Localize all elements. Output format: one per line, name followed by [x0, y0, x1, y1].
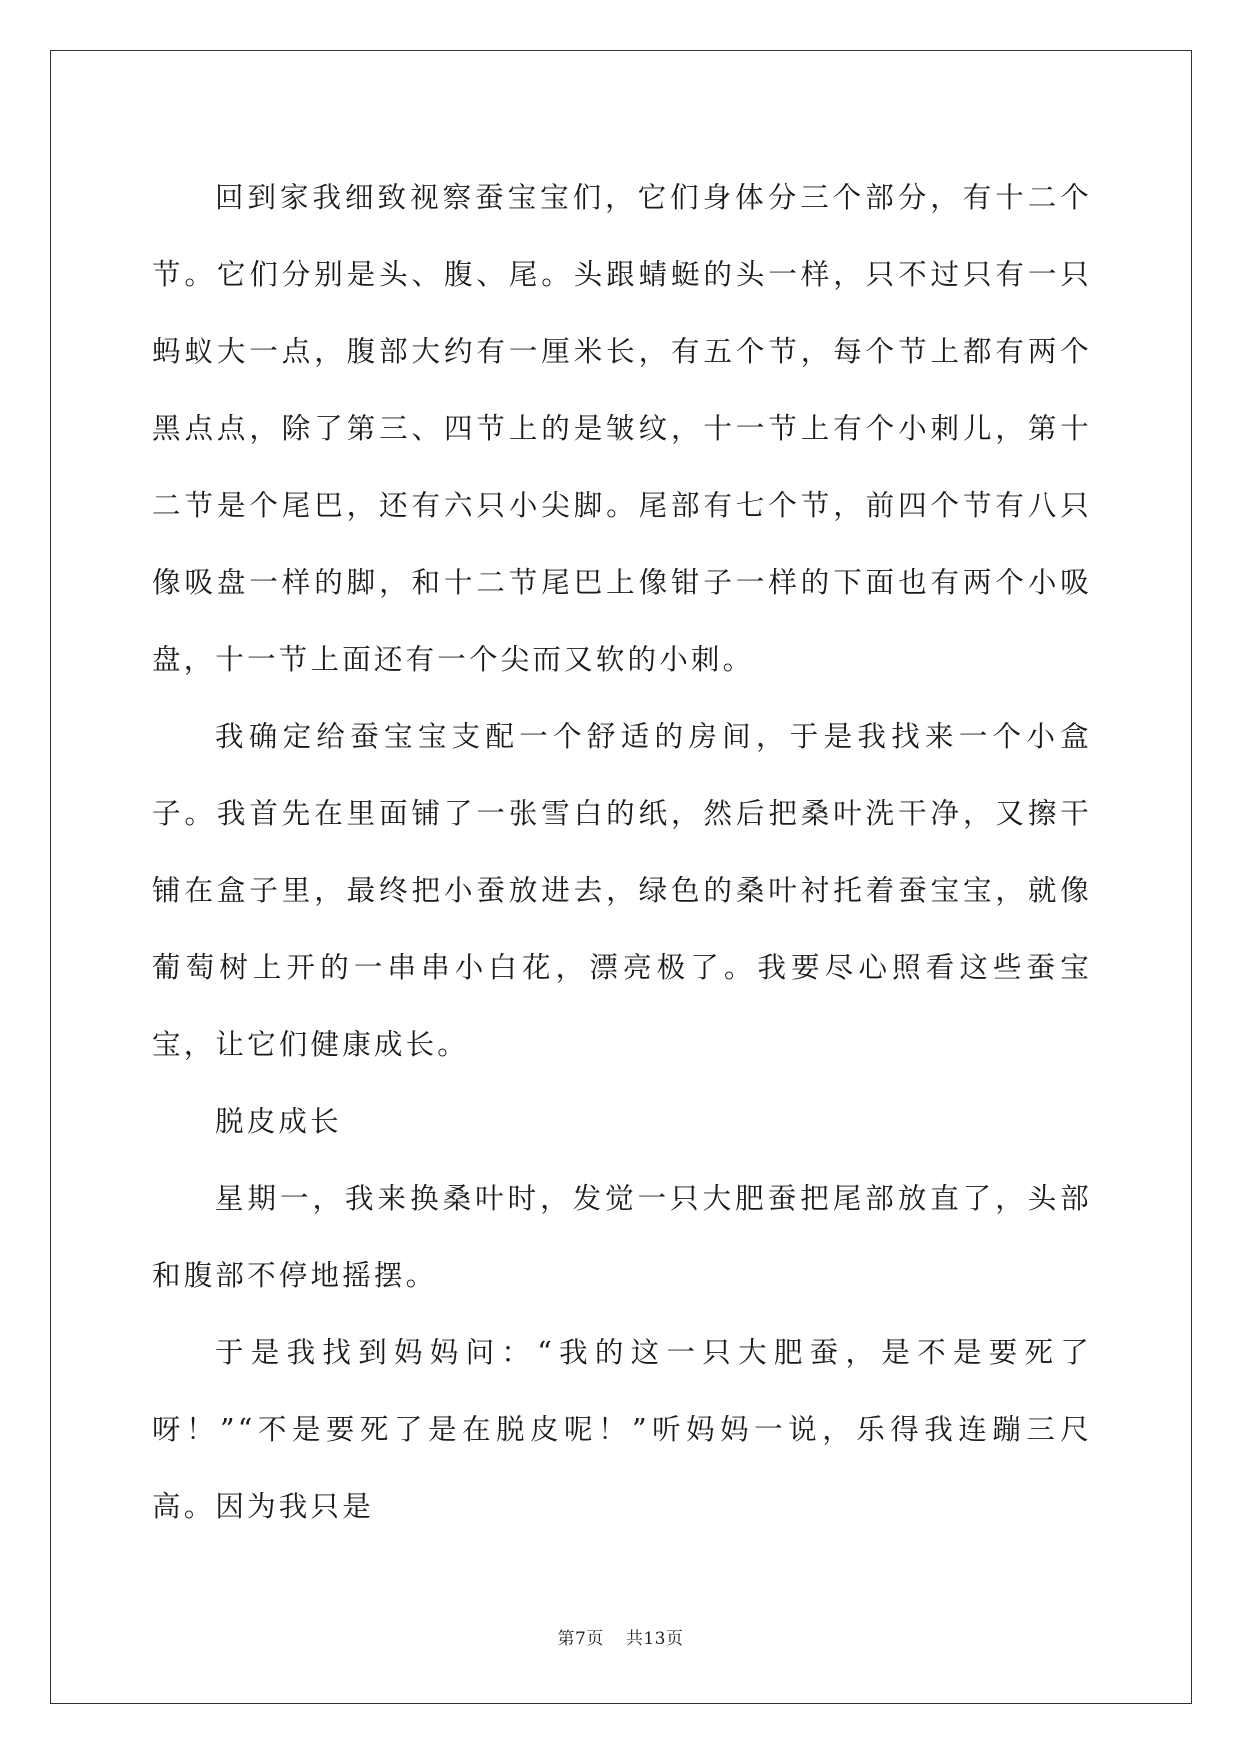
- paragraph-ask-mom: 于是我找到妈妈问：“我的这一只大肥蚕，是不是要死了呀！”“不是要死了是在脱皮呢！”听妈妈一说，乐得我连蹦三尺高。因为我只是: [152, 1336, 1092, 1523]
- paragraph-silkworm-body: 回到家我细致视察蚕宝宝们，它们身体分三个部分，有十二个节。它们分别是头、腹、尾。头跟蜻蜓的头一样，只不过只有一只蚂蚁大一点，腹部大约有一厘米长，有五个节，每个节上都有两个黑点点，除了第三、四节上的是皱纹，十一节上有个小刺儿，第十二节是个尾巴，还有六只小尖脚。尾部有七个节，前四个节有八只像吸盘一样的脚，和十二节尾巴上像钳子一样的下面也有两个小吸盘，十一节上面还有一个尖而又软的小刺。: [152, 181, 1092, 676]
- page-number-total: 共13页: [625, 1629, 684, 1649]
- paragraph-monday: 星期一，我来换桑叶时，发觉一只大肥蚕把尾部放直了，头部和腹部不停地摇摆。: [152, 1182, 1092, 1292]
- document-body: [152, 159, 1092, 1545]
- page-footer: [0, 1628, 1241, 1650]
- paragraph-silkworm-home: 我确定给蚕宝宝支配一个舒适的房间，于是我找来一个小盒子。我首先在里面铺了一张雪白的纸，然后把桑叶洗干净，又擦干铺在盒子里，最终把小蚕放进去，绿色的桑叶衬托着蚕宝宝，就像葡萄树上开的一串串小白花，漂亮极了。我要尽心照看这些蚕宝宝，让它们健康成长。: [152, 720, 1092, 1061]
- section-heading-molting: 脱皮成长: [215, 1105, 342, 1138]
- page-number-current: 第7页: [557, 1629, 604, 1649]
